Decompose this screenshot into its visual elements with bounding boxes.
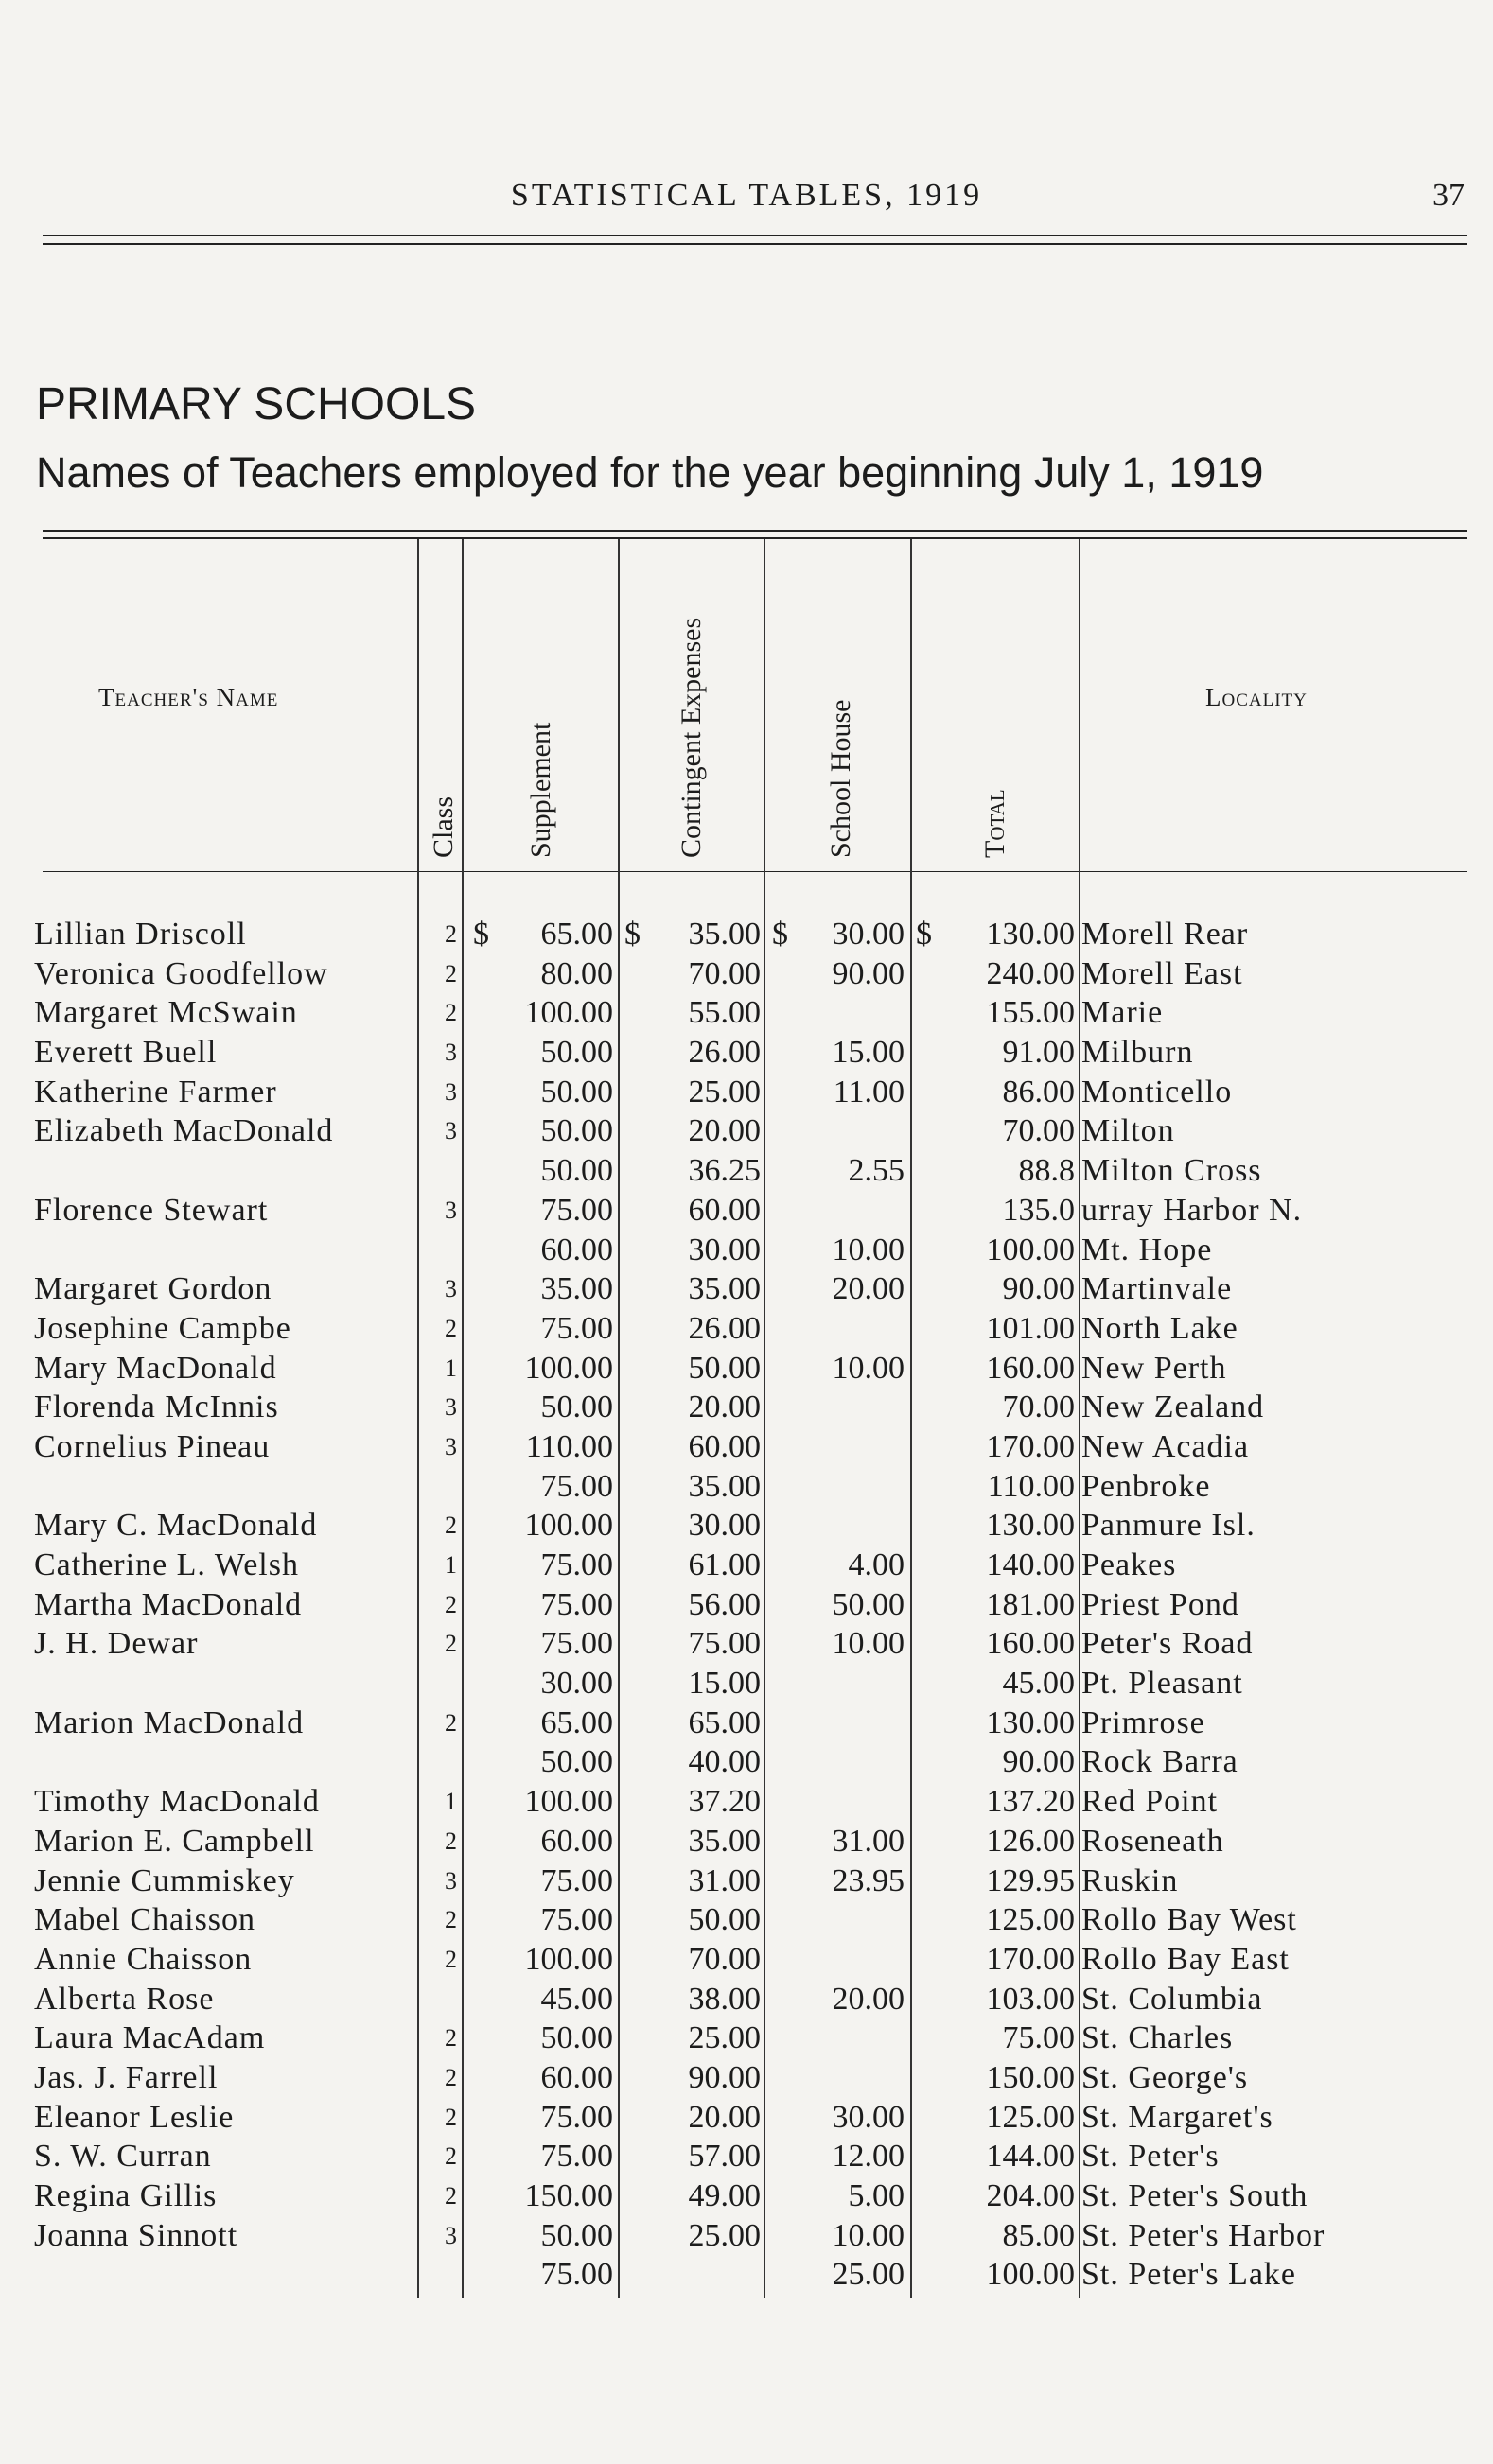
total-value: 126.00 xyxy=(986,1823,1075,1859)
locality-name: Roseneath xyxy=(1081,1823,1224,1859)
table-row xyxy=(0,1861,1493,1901)
supplement-value: 50.00 xyxy=(540,1035,613,1071)
contingent-value: 30.00 xyxy=(688,1232,761,1267)
total-value: 90.00 xyxy=(1002,1271,1075,1307)
supplement-value: 50.00 xyxy=(540,1389,613,1425)
total-value: 75.00 xyxy=(1002,2020,1075,2056)
teacher-name: Florence Stewart xyxy=(34,1192,269,1228)
contingent-value: 70.00 xyxy=(688,955,761,991)
locality-name: St. Peter's Lake xyxy=(1081,2257,1297,2293)
supplement-value: 65.00 xyxy=(540,917,613,952)
teacher-name: Annie Chaisson xyxy=(34,1941,253,1977)
table-rule-top xyxy=(43,530,1467,532)
locality-name: Pt. Pleasant xyxy=(1081,1666,1243,1702)
school-house-value: 12.00 xyxy=(832,2139,905,2175)
locality-name: Milton xyxy=(1081,1113,1175,1149)
locality-name: Morell Rear xyxy=(1081,917,1249,952)
contingent-value: 55.00 xyxy=(688,995,761,1031)
locality-name: Milton Cross xyxy=(1081,1153,1262,1189)
class-value: 2 xyxy=(445,1906,457,1934)
class-value: 2 xyxy=(445,1826,457,1855)
contingent-value: 26.00 xyxy=(688,1310,761,1346)
table-row xyxy=(0,1980,1493,2019)
contingent-value: 50.00 xyxy=(688,1902,761,1938)
total-value: 125.00 xyxy=(986,1902,1075,1938)
locality-name: Morell East xyxy=(1081,955,1243,991)
currency-symbol: $ xyxy=(473,917,489,952)
locality-name: Milburn xyxy=(1081,1035,1194,1071)
locality-name: North Lake xyxy=(1081,1310,1238,1346)
supplement-value: 50.00 xyxy=(540,1113,613,1149)
contingent-value: 25.00 xyxy=(688,2217,761,2253)
contingent-value: 60.00 xyxy=(688,1192,761,1228)
class-value: 3 xyxy=(445,1117,457,1145)
locality-name: New Zealand xyxy=(1081,1389,1265,1425)
locality-name: St. Peter's xyxy=(1081,2139,1220,2175)
class-value: 3 xyxy=(445,1196,457,1224)
school-house-value: 30.00 xyxy=(832,917,905,952)
total-value: 144.00 xyxy=(986,2139,1075,2175)
table-row xyxy=(0,1111,1493,1151)
running-title: STATISTICAL TABLES, 1919 xyxy=(510,178,983,213)
teacher-name: Everett Buell xyxy=(34,1035,218,1071)
table-row xyxy=(0,1349,1493,1389)
contingent-value: 37.20 xyxy=(688,1784,761,1820)
teacher-name: Mary MacDonald xyxy=(34,1350,277,1386)
table-row xyxy=(0,1506,1493,1546)
school-house-value: 10.00 xyxy=(832,1350,905,1386)
supplement-value: 75.00 xyxy=(540,1902,613,1938)
teacher-name: Veronica Goodfellow xyxy=(34,955,328,991)
teacher-name: Catherine L. Welsh xyxy=(34,1547,299,1582)
locality-name: St. George's xyxy=(1081,2059,1249,2095)
teacher-name: Florenda McInnis xyxy=(34,1389,279,1425)
supplement-value: 100.00 xyxy=(524,1784,613,1820)
school-house-value: 2.55 xyxy=(848,1153,905,1189)
class-value: 3 xyxy=(445,1866,457,1895)
contingent-value: 30.00 xyxy=(688,1508,761,1544)
locality-name: Marie xyxy=(1081,995,1164,1031)
school-house-value: 25.00 xyxy=(832,2257,905,2293)
locality-name: Panmure Isl. xyxy=(1081,1508,1256,1544)
table-row xyxy=(0,915,1493,954)
header-supplement: Supplement xyxy=(525,722,556,858)
teacher-name: Cornelius Pineau xyxy=(34,1428,271,1464)
total-value: 140.00 xyxy=(986,1547,1075,1582)
supplement-value: 100.00 xyxy=(524,1350,613,1386)
table-row xyxy=(0,1269,1493,1309)
total-value: 70.00 xyxy=(1002,1389,1075,1425)
table-row xyxy=(0,1309,1493,1349)
contingent-value: 26.00 xyxy=(688,1035,761,1071)
teacher-name: Katherine Farmer xyxy=(34,1074,277,1110)
locality-name: Primrose xyxy=(1081,1704,1205,1740)
table-row xyxy=(0,1742,1493,1782)
class-value: 2 xyxy=(445,1708,457,1737)
header-total: Total xyxy=(979,789,1010,858)
total-value: 129.95 xyxy=(986,1862,1075,1898)
table-row xyxy=(0,2098,1493,2138)
class-value: 1 xyxy=(445,1354,457,1382)
header-locality: Locality xyxy=(1205,683,1308,711)
school-house-value: 90.00 xyxy=(832,955,905,991)
table-row xyxy=(0,1664,1493,1704)
supplement-value: 75.00 xyxy=(540,1862,613,1898)
contingent-value: 90.00 xyxy=(688,2059,761,2095)
table-row xyxy=(0,993,1493,1033)
table-row xyxy=(0,2216,1493,2256)
supplement-value: 100.00 xyxy=(524,1508,613,1544)
contingent-value: 25.00 xyxy=(688,2020,761,2056)
locality-name: Mt. Hope xyxy=(1081,1232,1213,1267)
teacher-name: Timothy MacDonald xyxy=(34,1784,320,1820)
total-value: 100.00 xyxy=(986,1232,1075,1267)
section-title: PRIMARY SCHOOLS xyxy=(36,379,477,429)
table-row xyxy=(0,1151,1493,1191)
class-value: 3 xyxy=(445,1393,457,1422)
school-house-value: 10.00 xyxy=(832,1232,905,1267)
table-row xyxy=(0,2137,1493,2176)
supplement-value: 50.00 xyxy=(540,2217,613,2253)
supplement-value: 30.00 xyxy=(540,1666,613,1702)
locality-name: Peter's Road xyxy=(1081,1626,1254,1662)
currency-symbol: $ xyxy=(916,917,932,952)
total-value: 101.00 xyxy=(986,1310,1075,1346)
locality-name: Red Point xyxy=(1081,1784,1219,1820)
supplement-value: 75.00 xyxy=(540,1586,613,1622)
locality-name: Rollo Bay West xyxy=(1081,1902,1297,1938)
school-house-value: 20.00 xyxy=(832,1981,905,2017)
supplement-value: 75.00 xyxy=(540,1310,613,1346)
header-contingent-expenses: Contingent Expenses xyxy=(676,617,707,858)
total-value: 170.00 xyxy=(986,1941,1075,1977)
supplement-value: 100.00 xyxy=(524,1941,613,1977)
section-subtitle: Names of Teachers employed for the year beginning July 1, 1919 xyxy=(36,448,1264,497)
supplement-value: 60.00 xyxy=(540,1823,613,1859)
school-house-value: 10.00 xyxy=(832,2217,905,2253)
class-value: 1 xyxy=(445,1551,457,1579)
locality-name: Peakes xyxy=(1081,1547,1177,1582)
locality-name: St. Peter's South xyxy=(1081,2178,1309,2213)
teacher-table-body xyxy=(0,915,1493,2295)
teacher-name: Joanna Sinnott xyxy=(34,2217,238,2253)
table-rule-header-bottom xyxy=(43,871,1467,872)
class-value: 2 xyxy=(445,959,457,987)
contingent-value: 35.00 xyxy=(688,1271,761,1307)
contingent-value: 61.00 xyxy=(688,1547,761,1582)
contingent-value: 35.00 xyxy=(688,1823,761,1859)
contingent-value: 20.00 xyxy=(688,2099,761,2135)
supplement-value: 110.00 xyxy=(525,1428,613,1464)
class-value: 2 xyxy=(445,999,457,1027)
class-value: 3 xyxy=(445,1039,457,1067)
class-value: 2 xyxy=(445,1512,457,1540)
total-value: 45.00 xyxy=(1002,1666,1075,1702)
school-house-value: 20.00 xyxy=(832,1271,905,1307)
school-house-value: 10.00 xyxy=(832,1626,905,1662)
contingent-value: 65.00 xyxy=(688,1704,761,1740)
class-value: 2 xyxy=(445,2063,457,2091)
school-house-value: 23.95 xyxy=(832,1862,905,1898)
total-value: 91.00 xyxy=(1002,1035,1075,1071)
supplement-value: 50.00 xyxy=(540,1074,613,1110)
locality-name: urray Harbor N. xyxy=(1081,1192,1303,1228)
contingent-value: 35.00 xyxy=(688,1468,761,1504)
contingent-value: 70.00 xyxy=(688,1941,761,1977)
table-row xyxy=(0,1231,1493,1270)
teacher-name: Lillian Driscoll xyxy=(34,917,247,952)
supplement-value: 75.00 xyxy=(540,2139,613,2175)
supplement-value: 75.00 xyxy=(540,2257,613,2293)
locality-name: New Perth xyxy=(1081,1350,1227,1386)
contingent-value: 15.00 xyxy=(688,1666,761,1702)
teacher-name: Margaret Gordon xyxy=(34,1271,272,1307)
total-value: 85.00 xyxy=(1002,2217,1075,2253)
teacher-name: Margaret McSwain xyxy=(34,995,298,1031)
teacher-name: Regina Gillis xyxy=(34,2178,218,2213)
school-house-value: 15.00 xyxy=(832,1035,905,1071)
supplement-value: 75.00 xyxy=(540,2099,613,2135)
total-value: 110.00 xyxy=(987,1468,1075,1504)
school-house-value: 31.00 xyxy=(832,1823,905,1859)
contingent-value: 20.00 xyxy=(688,1389,761,1425)
teacher-name: S. W. Curran xyxy=(34,2139,212,2175)
teacher-name: Elizabeth MacDonald xyxy=(34,1113,334,1149)
supplement-value: 50.00 xyxy=(540,1153,613,1189)
table-rule-top-2 xyxy=(43,537,1467,539)
table-row xyxy=(0,1191,1493,1231)
total-value: 155.00 xyxy=(986,995,1075,1031)
teacher-name: Mabel Chaisson xyxy=(34,1902,256,1938)
teacher-name: Marion MacDonald xyxy=(34,1704,305,1740)
teacher-name: Jennie Cummiskey xyxy=(34,1862,295,1898)
total-value: 130.00 xyxy=(986,1508,1075,1544)
contingent-value: 57.00 xyxy=(688,2139,761,2175)
supplement-value: 150.00 xyxy=(524,2178,613,2213)
header-school-house: School House xyxy=(825,699,856,858)
class-value: 2 xyxy=(445,1630,457,1658)
table-row xyxy=(0,1940,1493,1980)
total-value: 70.00 xyxy=(1002,1113,1075,1149)
total-value: 130.00 xyxy=(986,917,1075,952)
contingent-value: 49.00 xyxy=(688,2178,761,2213)
total-value: 160.00 xyxy=(986,1626,1075,1662)
class-value: 2 xyxy=(445,920,457,948)
currency-symbol: $ xyxy=(624,917,641,952)
contingent-value: 40.00 xyxy=(688,1744,761,1780)
school-house-value: 30.00 xyxy=(832,2099,905,2135)
total-value: 135.0 xyxy=(1002,1192,1075,1228)
total-value: 125.00 xyxy=(986,2099,1075,2135)
table-row xyxy=(0,1704,1493,1743)
header-class: Class xyxy=(428,795,459,858)
supplement-value: 60.00 xyxy=(540,2059,613,2095)
contingent-value: 38.00 xyxy=(688,1981,761,2017)
total-value: 88.8 xyxy=(1018,1153,1075,1189)
school-house-value: 4.00 xyxy=(848,1547,905,1582)
contingent-value: 36.25 xyxy=(688,1153,761,1189)
total-value: 240.00 xyxy=(986,955,1075,991)
locality-name: Priest Pond xyxy=(1081,1586,1239,1622)
teacher-name: Eleanor Leslie xyxy=(34,2099,235,2135)
header-rule-top xyxy=(43,235,1467,236)
class-value: 2 xyxy=(445,2024,457,2053)
contingent-value: 56.00 xyxy=(688,1586,761,1622)
table-row xyxy=(0,1822,1493,1861)
table-row xyxy=(0,1467,1493,1507)
total-value: 86.00 xyxy=(1002,1074,1075,1110)
teacher-name: Josephine Campbe xyxy=(34,1310,291,1346)
school-house-value: 11.00 xyxy=(833,1074,905,1110)
table-row xyxy=(0,1585,1493,1625)
locality-name: Rock Barra xyxy=(1081,1744,1238,1780)
locality-name: Monticello xyxy=(1081,1074,1233,1110)
table-row xyxy=(0,2018,1493,2058)
locality-name: New Acadia xyxy=(1081,1428,1250,1464)
class-value: 3 xyxy=(445,1077,457,1106)
teacher-name: Martha MacDonald xyxy=(34,1586,303,1622)
locality-name: Penbroke xyxy=(1081,1468,1211,1504)
table-row xyxy=(0,1900,1493,1940)
table-row xyxy=(0,2255,1493,2295)
class-value: 3 xyxy=(445,2221,457,2249)
table-row xyxy=(0,2176,1493,2216)
locality-name: St. Peter's Harbor xyxy=(1081,2217,1326,2253)
table-row xyxy=(0,1624,1493,1664)
supplement-value: 100.00 xyxy=(524,995,613,1031)
total-value: 160.00 xyxy=(986,1350,1075,1386)
total-value: 103.00 xyxy=(986,1981,1075,2017)
total-value: 90.00 xyxy=(1002,1744,1075,1780)
supplement-value: 75.00 xyxy=(540,1547,613,1582)
contingent-value: 60.00 xyxy=(688,1428,761,1464)
supplement-value: 35.00 xyxy=(540,1271,613,1307)
table-row xyxy=(0,954,1493,994)
table-row xyxy=(0,2058,1493,2098)
supplement-value: 75.00 xyxy=(540,1192,613,1228)
teacher-name: Marion E. Campbell xyxy=(34,1823,315,1859)
total-value: 181.00 xyxy=(986,1586,1075,1622)
contingent-value: 31.00 xyxy=(688,1862,761,1898)
total-value: 204.00 xyxy=(986,2178,1075,2213)
class-value: 3 xyxy=(445,1275,457,1303)
teacher-name: Alberta Rose xyxy=(34,1981,215,2017)
locality-name: Rollo Bay East xyxy=(1081,1941,1290,1977)
school-house-value: 50.00 xyxy=(832,1586,905,1622)
locality-name: Ruskin xyxy=(1081,1862,1179,1898)
supplement-value: 75.00 xyxy=(540,1626,613,1662)
class-value: 2 xyxy=(445,2103,457,2131)
header-rule-bottom xyxy=(43,243,1467,245)
locality-name: St. Margaret's xyxy=(1081,2099,1273,2135)
class-value: 2 xyxy=(445,1590,457,1618)
page-number: 37 xyxy=(1432,178,1465,213)
table-row xyxy=(0,1546,1493,1585)
table-row xyxy=(0,1427,1493,1467)
contingent-value: 75.00 xyxy=(688,1626,761,1662)
contingent-value: 50.00 xyxy=(688,1350,761,1386)
locality-name: St. Charles xyxy=(1081,2020,1234,2056)
table-row xyxy=(0,1782,1493,1822)
currency-symbol: $ xyxy=(772,917,788,952)
class-value: 1 xyxy=(445,1788,457,1816)
locality-name: Martinvale xyxy=(1081,1271,1233,1307)
teacher-name: Laura MacAdam xyxy=(34,2020,266,2056)
total-value: 170.00 xyxy=(986,1428,1075,1464)
total-value: 130.00 xyxy=(986,1704,1075,1740)
table-row xyxy=(0,1073,1493,1112)
teacher-name: J. H. Dewar xyxy=(34,1626,199,1662)
supplement-value: 45.00 xyxy=(540,1981,613,2017)
supplement-value: 75.00 xyxy=(540,1468,613,1504)
table-row xyxy=(0,1033,1493,1073)
class-value: 2 xyxy=(445,2182,457,2210)
supplement-value: 65.00 xyxy=(540,1704,613,1740)
header-teachers-name: Teacher's Name xyxy=(98,683,279,711)
total-value: 150.00 xyxy=(986,2059,1075,2095)
supplement-value: 60.00 xyxy=(540,1232,613,1267)
school-house-value: 5.00 xyxy=(848,2178,905,2213)
contingent-value: 35.00 xyxy=(688,917,761,952)
class-value: 3 xyxy=(445,1432,457,1460)
contingent-value: 25.00 xyxy=(688,1074,761,1110)
total-value: 137.20 xyxy=(986,1784,1075,1820)
supplement-value: 80.00 xyxy=(540,955,613,991)
contingent-value: 20.00 xyxy=(688,1113,761,1149)
teacher-name: Jas. J. Farrell xyxy=(34,2059,219,2095)
table-row xyxy=(0,1388,1493,1427)
teacher-name: Mary C. MacDonald xyxy=(34,1508,318,1544)
class-value: 2 xyxy=(445,1945,457,1973)
class-value: 2 xyxy=(445,2142,457,2171)
supplement-value: 50.00 xyxy=(540,1744,613,1780)
locality-name: St. Columbia xyxy=(1081,1981,1263,2017)
class-value: 2 xyxy=(445,1314,457,1342)
total-value: 100.00 xyxy=(986,2257,1075,2293)
supplement-value: 50.00 xyxy=(540,2020,613,2056)
